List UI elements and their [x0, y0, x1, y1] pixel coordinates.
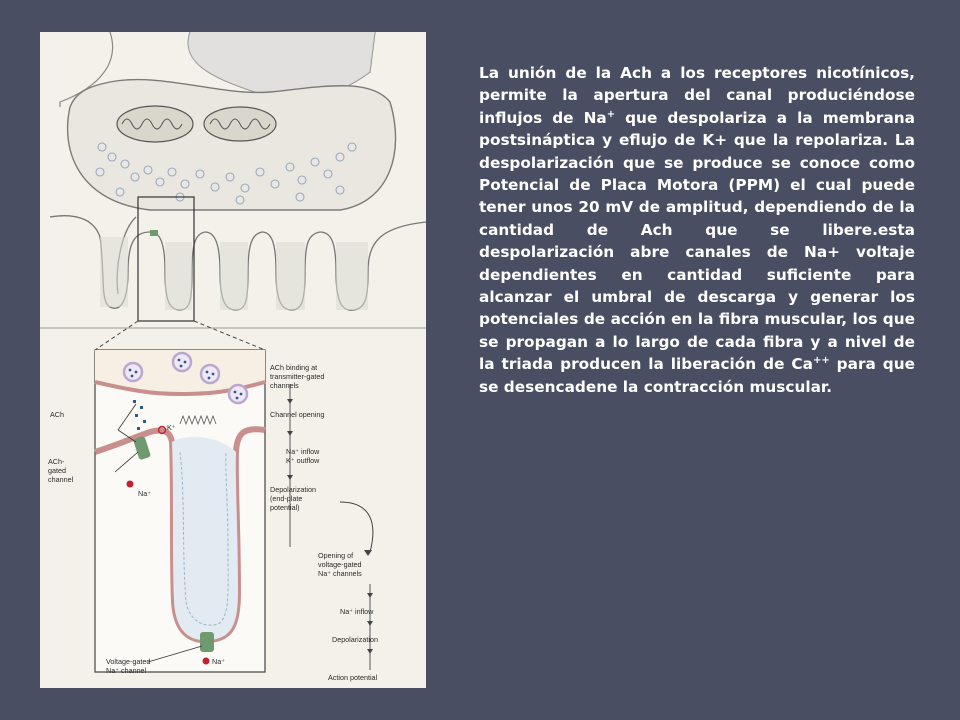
flowchart-action-potential	[318, 551, 378, 682]
paragraph-part-3: para que se desencadene la contracción muscular.	[479, 355, 915, 396]
neuromuscular-junction-figure	[40, 32, 426, 688]
flow1-step1-line2: transmitter-gated	[270, 372, 325, 381]
voltage-gated-label-1: Voltage-gated	[106, 657, 151, 666]
na-plus-label: Na⁺	[138, 489, 151, 498]
ach-label: ACh	[50, 410, 64, 419]
voltage-gated-label-2: Na⁺ channel	[106, 666, 147, 675]
flow2-step2-line1: Na⁺ inflow	[340, 607, 374, 616]
flow1-step3-line2: K⁺ outflow	[286, 456, 320, 465]
ach-gated-label-1: ACh-	[48, 457, 65, 466]
paragraph-part-1: La unión de la Ach a los receptores nicotínicos, permite la apertura del canal produciéndose influjos de Na	[479, 64, 915, 127]
flow1-step4-line2: (end-plate	[270, 494, 303, 503]
flow2-step1-line2: voltage-gated	[318, 560, 362, 569]
paragraph-part-2: que despolariza a la membrana postsináptica y eflujo de K+ que la repolariza. La despolarización que se produce se conoce como Potencial de Placa Motora (PPM) el cual puede tener unos 20 mV de amplitud, dependiendo de la cantidad de Ach que se libere.esta despolarización abre canales de Na+ voltaje dependientes en cantidad suficiente para alcanzar el umbral de descarga y generar los potenciales de acción en la fibra muscular, los que se propagan a lo largo de cada fibra y a nivel de la triada producen la liberación de Ca	[479, 108, 915, 374]
ach-gated-label-3: channel	[48, 475, 74, 484]
flow2-step1-line1: Opening of	[318, 551, 354, 560]
nerve-terminal-panel	[40, 32, 426, 350]
flow1-step1-line1: ACh binding at	[270, 363, 318, 372]
flow1-step1-line3: channels	[270, 381, 299, 390]
enlarged-synapse-panel	[95, 350, 265, 672]
flow2-step3-line1: Depolarization	[332, 635, 378, 644]
ca-superscript: ++	[812, 355, 830, 367]
flow1-step4-line3: potential)	[270, 503, 300, 512]
flow1-step2-line1: Channel opening	[270, 410, 325, 419]
flow2-step4-line1: Action potential	[328, 673, 378, 682]
flow1-step3-line1: Na⁺ inflow	[286, 447, 320, 456]
k-plus-label: K⁺	[167, 423, 176, 432]
ach-gated-label-2: gated	[48, 466, 66, 475]
na-plus-bottom-label: Na⁺	[212, 657, 225, 666]
na-superscript: +	[606, 108, 616, 120]
voltage-gated-channel	[200, 632, 214, 652]
junction-diagram	[40, 32, 426, 688]
flow2-step1-line3: Na⁺ channels	[318, 569, 362, 578]
flowchart-endplate	[270, 363, 373, 556]
explanation-paragraph	[479, 62, 915, 398]
flow1-step4-line1: Depolarization	[270, 485, 316, 494]
